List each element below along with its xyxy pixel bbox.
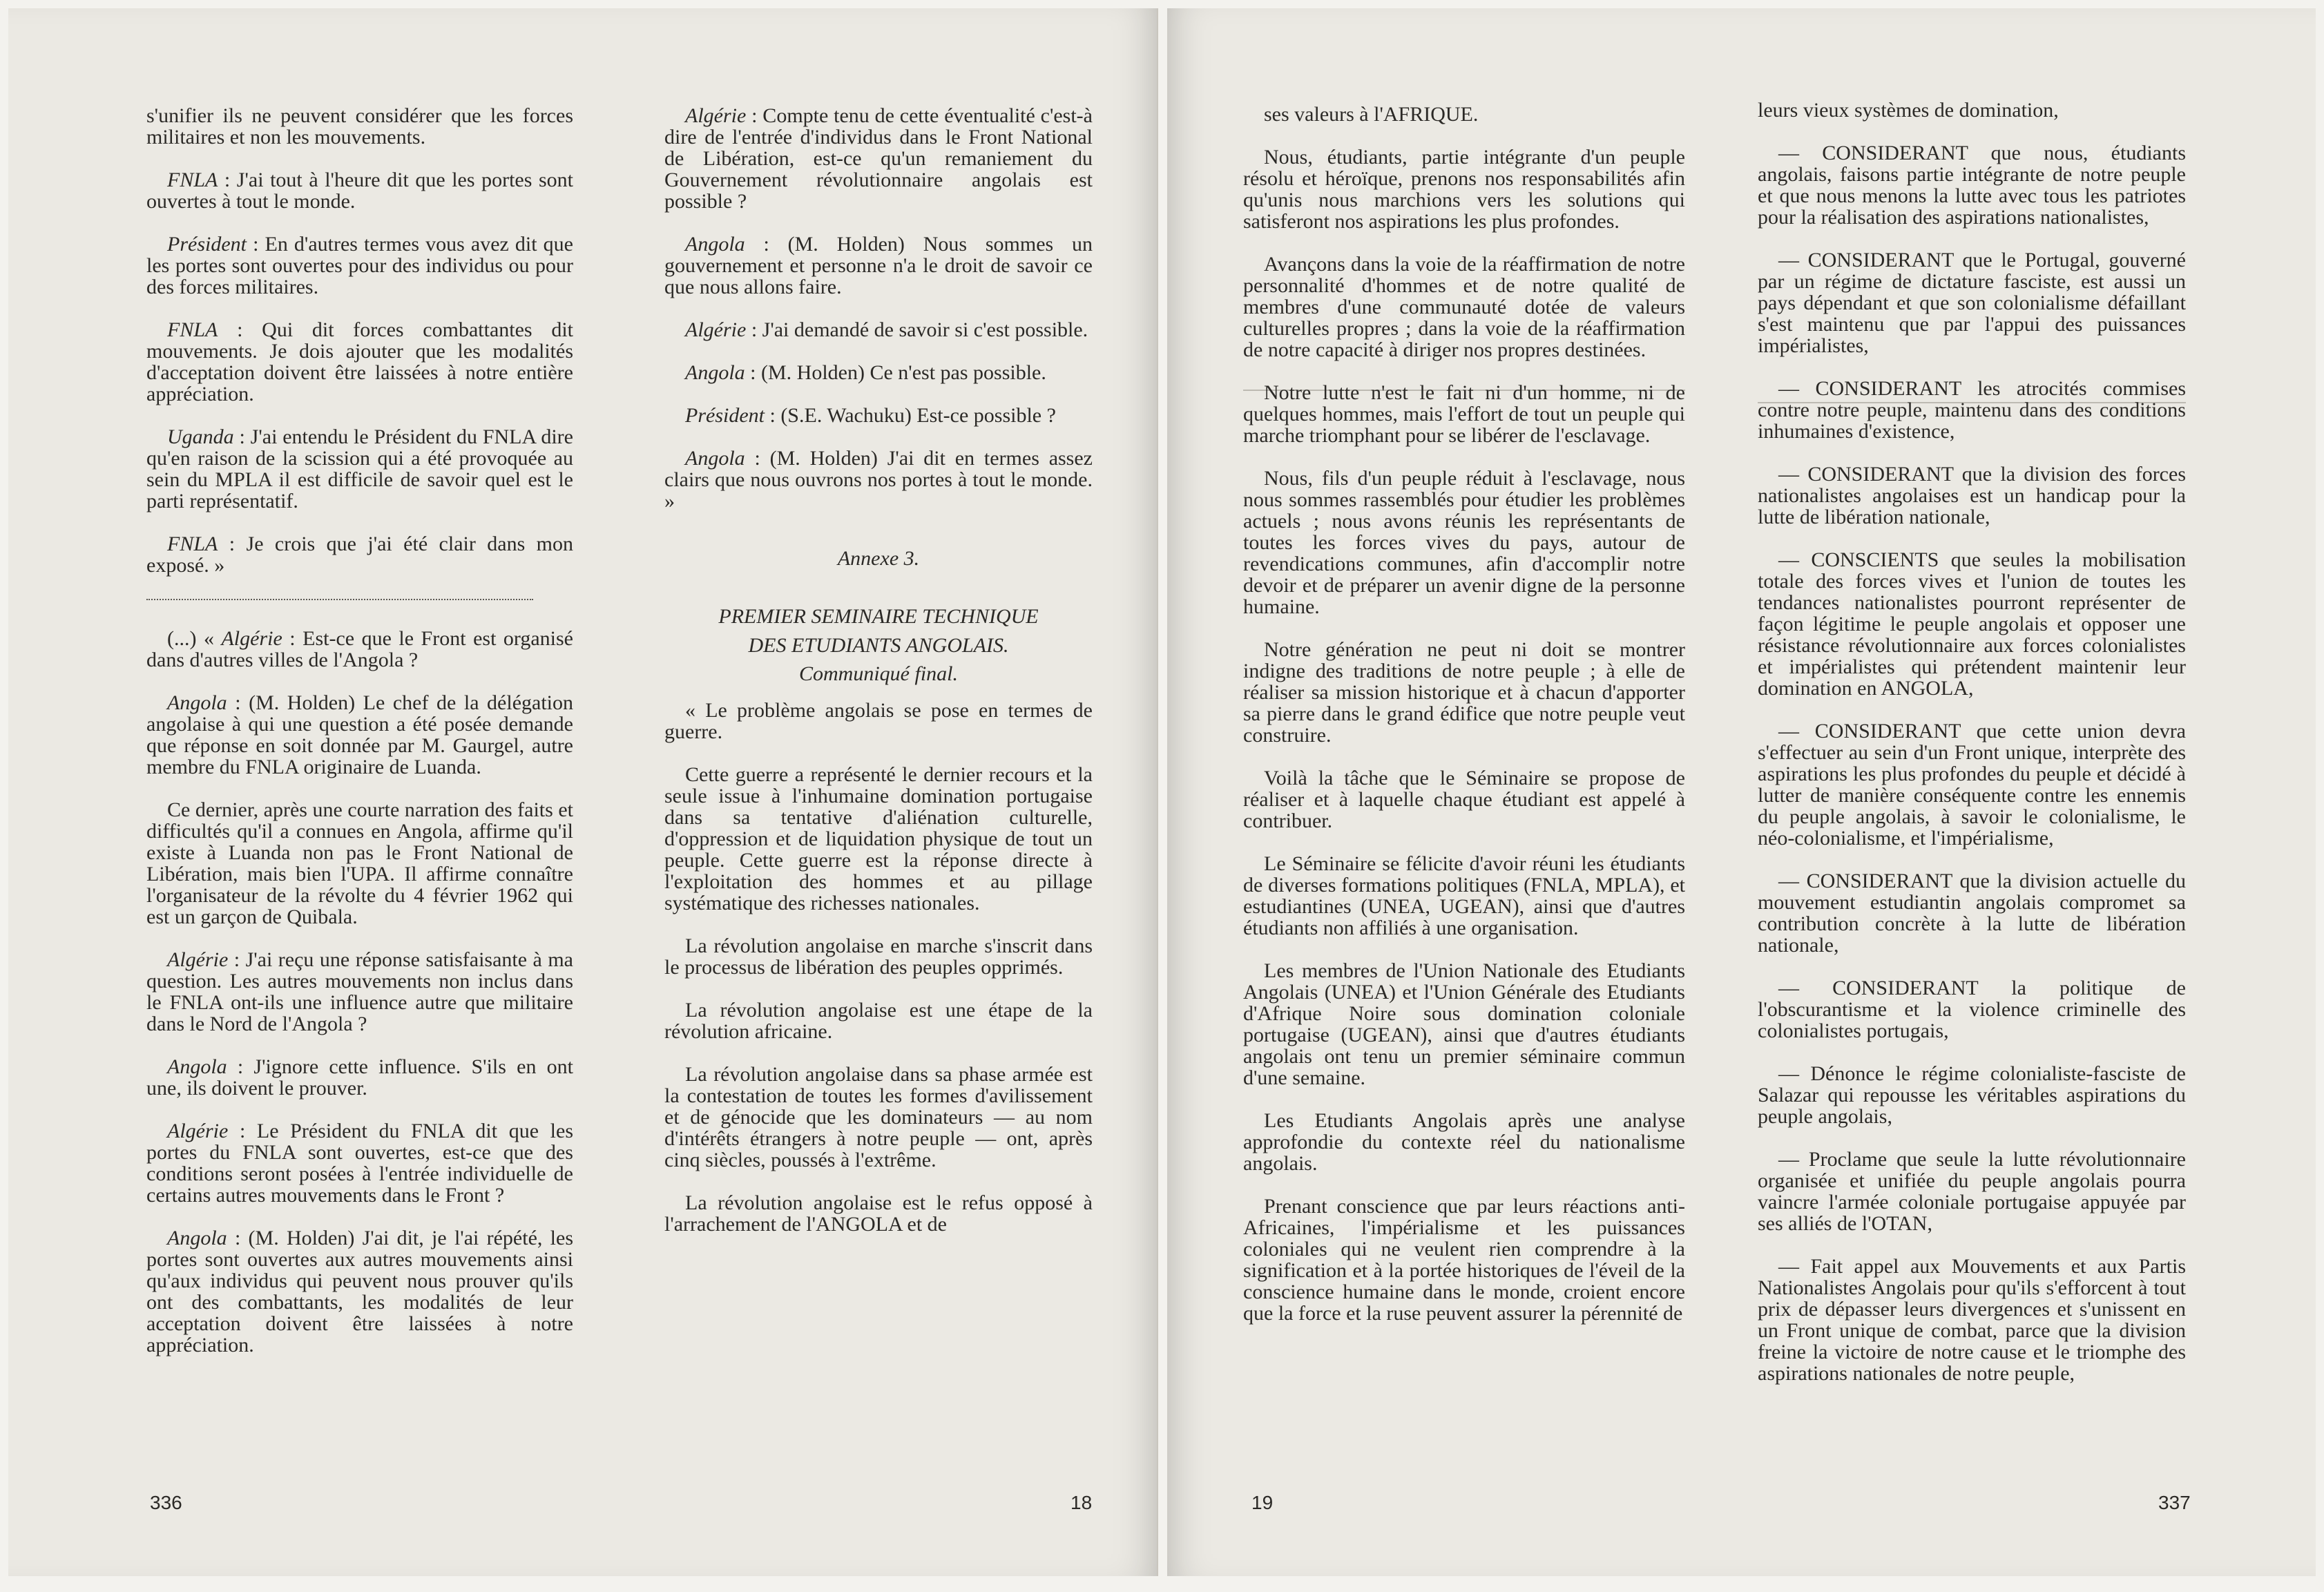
paragraph: FNLA : Qui dit forces combattantes dit mouvements. Je dois ajouter que les modalités d'acceptation doivent être laissées à notre entière appréciation. [146, 318, 573, 405]
paragraph: Les membres de l'Union Nationale des Etudiants Angolais (UNEA) et l'Union Générale des Etudiants d'Afrique Noire sous domination coloniale portugaise (UGEAN), ainsi que d'autres étudiants angolais ont tenu un premier séminaire commun d'une semaine. [1243, 959, 1685, 1089]
paragraph: La révolution angolaise est une étape de la révolution africaine. [664, 999, 1093, 1043]
seminar-title-line-2: DES ETUDIANTS ANGOLAIS. [748, 634, 1009, 657]
paragraph: Nous, étudiants, partie intégrante d'un peuple résolu et héroïque, prenons nos responsabilités afin qu'unis nous marchions vers les solutions qui satisferont nos aspirations les plus profondes. [1243, 146, 1685, 233]
paragraph: Avançons dans la voie de la réaffirmation de notre personnalité d'hommes et de notre qualité de membres d'une communauté dotée de valeurs culturelles propres ; dans la voie de la réaffirmation de notre capacité à diriger nos propres destinées. [1243, 253, 1685, 361]
paragraph: Notre lutte n'est le fait ni d'un homme, ni de quelques hommes, mais l'effort de tout un peuple qui marche triomphant pour se libérer de l'esclavage. [1243, 381, 1685, 447]
paragraph: — Proclame que seule la lutte révolutionnaire organisée et unifiée du peuple angolais pourra vaincre l'armée coloniale portugaise appuyée par ses alliés de l'OTAN, [1758, 1148, 2186, 1235]
left-page-column-2 [664, 105, 1093, 1256]
paragraph: Notre génération ne peut ni doit se montrer indigne des traditions de notre peuple ; à elle de réaliser sa mission historique et à chacun d'apporter sa pierre dans le grand édifice que notre peuple veut construire. [1243, 638, 1685, 747]
paragraph: Uganda : J'ai entendu le Président du FNLA dire qu'en raison de la scission qui a été provoquée au sein du MPLA il est difficile de savoir quel est le parti représentatif. [146, 425, 573, 512]
paragraph: Angola : (M. Holden) Nous sommes un gouvernement et personne n'a le droit de savoir ce que nous allons faire. [664, 233, 1093, 298]
paragraph: Voilà la tâche que le Séminaire se propose de réaliser et à laquelle chaque étudiant est appelé à contribuer. [1243, 767, 1685, 832]
paragraph: Cette guerre a représenté le dernier recours et la seule issue à l'inhumaine domination portugaise dans sa tentative d'aliénation culturelle, d'oppression et de liquidation physique de tout un peuple. Cette guerre est la réponse directe à l'exploitation des hommes et au pillage systématique des richesses nationales. [664, 763, 1093, 914]
paragraph: Président : (S.E. Wachuku) Est-ce possible ? [685, 404, 1056, 427]
paragraph: s'unifier ils ne peuvent considérer que les forces militaires et non les mouvements. [146, 104, 573, 148]
communique-heading: Communiqué final. [799, 662, 958, 685]
paragraph: — CONSIDERANT la politique de l'obscurantisme et la violence criminelle des colonialistes portugais, [1758, 977, 2186, 1042]
paragraph: La révolution angolaise est le refus opposé à l'arrachement de l'ANGOLA et de [664, 1191, 1093, 1236]
seminar-title-line-1: PREMIER SEMINAIRE TECHNIQUE [718, 605, 1039, 628]
annex-heading: Annexe 3. [837, 547, 920, 570]
paragraph: — Fait appel aux Mouvements et aux Partis Nationalistes Angolais pour qu'ils s'efforcent à tout prix de dépasser leurs divergences et s'unissent en un Front unique de combat, parce que la division freine la victoire de notre cause et le triomphe des aspirations nationales de notre peuple, [1758, 1255, 2186, 1385]
paragraph: Le Séminaire se félicite d'avoir réuni les étudiants de diverses formations politiques (FNLA, MPLA), et estudiantines (UNEA, UGEAN), ainsi que d'autres étudiants non affiliés à une organisation. [1243, 852, 1685, 939]
paragraph: — CONSIDERANT que la division actuelle du mouvement estudiantin angolais compromet sa contribution concrète à la lutte de libération nationale, [1758, 870, 2186, 957]
page-number: 18 [1070, 1492, 1093, 1513]
right-page-column-1 [1243, 104, 1685, 1345]
paragraph: Algérie : Compte tenu de cette éventualité c'est-à dire de l'entrée d'individus dans le Front National de Libération, est-ce qu'un remaniement du Gouvernement révolutionnaire angolais est possible ? [664, 104, 1093, 213]
paragraph: — CONSCIENTS que seules la mobilisation totale des forces vives et l'union de toutes les tendances nationalistes pourront représenter de façon légitime le peuple angolais et opposer une résistance révolutionnaire aux forces colonialistes et impérialistes qui prétendent maintenir leur domination en ANGOLA, [1758, 548, 2186, 700]
page-number: 337 [2158, 1492, 2191, 1513]
paragraph: Angola : (M. Holden) J'ai dit, je l'ai répété, les portes sont ouvertes aux autres mouvements ainsi qu'aux individus qui peuvent nous prouver qu'ils ont des combattants, les modalités de leur acceptation doivent être laissées à notre appréciation. [146, 1227, 573, 1356]
paragraph: La révolution angolaise en marche s'inscrit dans le processus de libération des peuples opprimés. [664, 934, 1093, 979]
paragraph: Algérie : J'ai reçu une réponse satisfaisante à ma question. Les autres mouvements non inclus dans le FNLA ont-ils une influence autre que militaire dans le Nord de l'Angola ? [146, 948, 573, 1035]
paragraph: Nous, fils d'un peuple réduit à l'esclavage, nous nous sommes rassemblés pour étudier les problèmes actuels ; nous avons réunis les représentants de toutes les forces vives du pays, autour de revendications communes, afin d'accomplir notre devoir et de préparer un avenir digne de la personne humaine. [1243, 467, 1685, 618]
paragraph: — CONSIDERANT que cette union devra s'effectuer au sein d'un Front unique, interprète des aspirations les plus profondes du peuple et décidé à lutter de manière conséquente contre les ennemis du peuple angolais, à savoir le colonialisme, le néo-colonialisme, et l'impérialisme, [1758, 720, 2186, 850]
page-number: 19 [1251, 1492, 1274, 1513]
paragraph: (...) « Algérie : Est-ce que le Front est organisé dans d'autres villes de l'Angola ? [146, 627, 573, 671]
left-page [8, 8, 1158, 1576]
page-number: 336 [150, 1492, 182, 1513]
paragraph: Angola : (M. Holden) Ce n'est pas possible. [685, 361, 1046, 384]
paragraph: — CONSIDERANT les atrocités commises contre notre peuple, maintenu dans des conditions inhumaines d'existence, [1758, 377, 2186, 443]
paragraph: Ce dernier, après une courte narration des faits et difficultés qu'il a connues en Angola, affirme qu'il existe à Luanda non pas le Front National de Libération, mais bien l'UPA. Il affirme connaître l'organisateur de la révolte du 4 février 1962 qui est un garçon de Quibala. [146, 798, 573, 928]
paragraph: — CONSIDERANT que nous, étudiants angolais, faisons partie intégrante de notre peuple et que nous menons la lutte avec tous les patriotes pour la réalisation des aspirations nationalistes, [1758, 142, 2186, 229]
dotted-separator [146, 597, 533, 600]
paragraph: Angola : (M. Holden) Le chef de la délégation angolaise à qui une question a été posée demande que réponse en soit donnée par M. Gaurgel, autre membre du FNLA originaire de Luanda. [146, 691, 573, 778]
paragraph: — CONSIDERANT que la division des forces nationalistes angolaises est un handicap pour la lutte de libération nationale, [1758, 463, 2186, 528]
paragraph: Prenant conscience que par leurs réactions anti-Africaines, l'impérialisme et les puissances coloniales qui ne veulent rien comprendre à la signification et à la portée historiques de l'éveil de la conscience humaine dans le monde, croient encore que la force et la ruse peuvent assurer la pérennité de [1243, 1195, 1685, 1325]
paragraph: « Le problème angolais se pose en termes de guerre. [664, 699, 1093, 743]
paragraph: leurs vieux systèmes de domination, [1758, 99, 2059, 122]
left-page-column-1 [146, 105, 573, 1377]
paragraph: Algérie : J'ai demandé de savoir si c'est possible. [685, 318, 1088, 341]
paragraph: — CONSIDERANT que le Portugal, gouverné par un régime de dictature fasciste, est aussi un pays dépendant et que son colonialisme défaillant s'est maintenu que par l'appui des puissances impérialistes, [1758, 249, 2186, 357]
paragraph: ses valeurs à l'AFRIQUE. [1264, 103, 1479, 126]
paragraph: FNLA : J'ai tout à l'heure dit que les portes sont ouvertes à tout le monde. [146, 169, 573, 213]
paragraph: Angola : J'ignore cette influence. S'ils en ont une, ils doivent le prouver. [146, 1055, 573, 1100]
paragraph: — Dénonce le régime colonialiste-fasciste de Salazar qui repousse les véritables aspirations du peuple angolais, [1758, 1062, 2186, 1128]
right-page-column-2 [1758, 99, 2186, 1406]
paragraph: La révolution angolaise dans sa phase armée est la contestation de toutes les formes d'avilissement et de génocide que les dominateurs — au nom d'intérêts étrangers à notre peuple — ont, après cinq siècles, poussés à l'extrême. [664, 1063, 1093, 1171]
right-page [1167, 8, 2316, 1576]
paragraph: FNLA : Je crois que j'ai été clair dans mon exposé. » [146, 533, 573, 577]
paragraph: Président : En d'autres termes vous avez dit que les portes sont ouvertes pour des individus ou pour des forces militaires. [146, 233, 573, 298]
paragraph: Algérie : Le Président du FNLA dit que les portes du FNLA sont ouvertes, est-ce que des conditions seront posées à l'entrée individuelle de certains autres mouvements dans le Front ? [146, 1120, 573, 1207]
paragraph: Les Etudiants Angolais après une analyse approfondie du contexte réel du nationalisme angolais. [1243, 1109, 1685, 1175]
paragraph: Angola : (M. Holden) J'ai dit en termes assez clairs que nous ouvrons nos portes à tout le monde. » [664, 447, 1093, 512]
